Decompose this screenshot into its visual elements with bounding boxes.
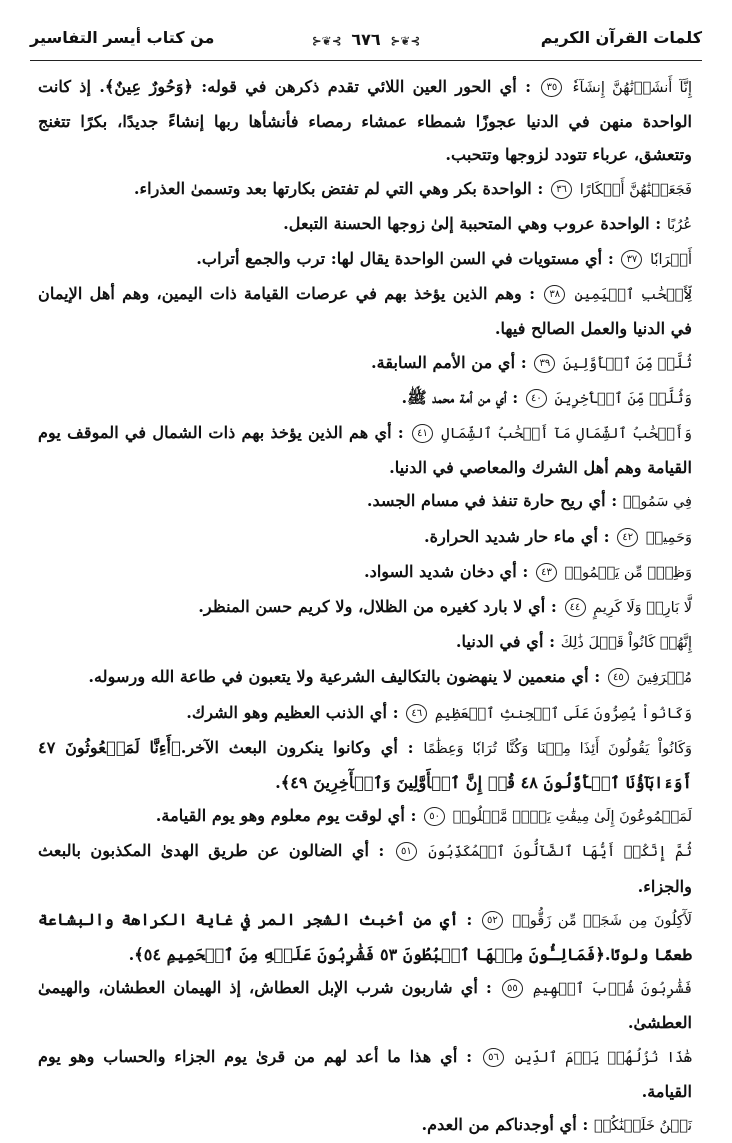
explanation-text: : أي الذنب العظيم وهو الشرك. <box>186 702 399 722</box>
explanation-text: : أي أوجدناكم من العدم. <box>421 1115 589 1135</box>
quran-phrase: ثُلَّةٞ مِّنَ ٱلۡأَوَّلِينَ <box>563 355 692 372</box>
page-number-ornament <box>308 30 425 49</box>
quran-phrase: لَمَجۡمُوعُونَ إِلَىٰ مِيقَٰتِ يَوۡمٖ مَّعۡلُومٖ <box>452 809 692 826</box>
explanation-text: : أي لوقت يوم معلوم وهو يوم القيامة. <box>155 806 417 826</box>
page-header <box>30 28 702 52</box>
explanation-text: : الواحدة عروب وهي المتحببة إلىٰ زوجها الحسنة التبعل. <box>283 213 662 233</box>
header-divider <box>30 60 702 61</box>
quran-phrase: وَأَصۡحَٰبُ ٱلشِّمَالِ مَآ أَصۡحَٰبُ ٱلشِّمَالِ <box>441 426 692 443</box>
quran-phrase: لَّا بَارِدٖ وَلَا كَرِيمٍ <box>593 600 692 617</box>
gloss-entry <box>38 555 702 590</box>
explanation-text: : أي ماء حار شديد الحرارة. <box>423 526 610 546</box>
explanation-text: : أي من الأمم السابقة. <box>371 352 527 372</box>
verse-number-badge: ٤٥ <box>608 668 629 687</box>
quran-phrase: وَكَانُواْ يُصِرُّونَ عَلَى ٱلۡحِنثِ ٱلۡعَظِيمِ <box>434 705 692 722</box>
verse-number-badge: ٤٣ <box>536 563 557 582</box>
verse-number-badge: ٥١ <box>396 842 417 861</box>
explanation-text: : وهم الذين يؤخذ بهم في عرصات القيامة ذات اليمين، وهم أهل الإيمان في الدنيا والعمل الصالح فيها. <box>38 284 692 339</box>
quran-phrase: وَكَانُواْ يَقُولُونَ أَئِذَا مِتۡنَا وَكُنَّا تُرَابٗا وَعِظَٰمًا <box>423 740 693 757</box>
gloss-entry <box>38 1040 702 1108</box>
verse-number-badge: ٥٥ <box>502 979 523 998</box>
explanation-text: : أي الضالون عن طريق الهدىٰ المكذبون بالبعث والجزاء. <box>38 841 692 896</box>
gloss-entry <box>38 660 702 695</box>
gloss-entry <box>38 277 702 345</box>
quran-phrase: فَجَعَلۡنَٰهُنَّ أَبۡكَارًا <box>579 181 692 198</box>
quran-phrase: مُتۡرَفِينَ <box>636 670 692 687</box>
quran-phrase: لِّأَصۡحَٰبِ ٱلۡيَمِينِ <box>574 287 692 304</box>
explanation-text: : أي من أمة محمد ﷺ. <box>401 387 519 407</box>
gloss-entry <box>38 731 702 799</box>
quran-phrase: لَأٓكِلُونَ مِن شَجَرٖ مِّن زَقُّومٖ <box>512 912 693 929</box>
verse-number-badge: ٥٠ <box>424 807 445 826</box>
explanation-text: : أي ريح حارة تنفذ في مسام الجسد. <box>366 491 618 511</box>
explanation-text: : أي في الدنيا. <box>455 632 556 652</box>
verse-number-badge: ٣٥ <box>541 78 562 97</box>
quran-phrase: فِي سَمُومٖ <box>622 494 692 511</box>
verse-number-badge: ٥٦ <box>483 1048 504 1067</box>
gloss-entry <box>38 346 702 381</box>
explanation-text: : أي وكانوا ينكرون البعث الآخر.﴿أَءِنَّا لَمَبۡعُوثُونَ ٤٧ أَوَءَابَآؤُنَا ٱلۡأَوَّلُونَ ٤٨ قُلۡ إِنَّ ٱلۡأَوَّلِينَ وَٱلۡأٓخِرِينَ ٤٩﴾. <box>38 737 692 793</box>
explanation-text: : أي لا بارد كغيره من الظلال، ولا كريم حسن المنظر. <box>198 597 557 617</box>
explanation-text: : الواحدة بكر وهي التي لم تفتض بكارتها بعد وتسمىٰ العذراء. <box>133 178 544 198</box>
gloss-entry <box>38 625 702 660</box>
quran-phrase: عُرُبًا <box>666 216 692 233</box>
explanation-text: : أي مستويات في السن الواحدة يقال لها: ترب والجمع أتراب. <box>196 249 614 269</box>
quran-phrase: ثُمَّ إِنَّكُمۡ أَيُّهَا ٱلضَّآلُّونَ ٱلۡمُكَذِّبُونَ <box>428 844 693 861</box>
explanation-text: : أي من أخبث الشجر المر في غاية الكراهة والبشاعة طعمًا ولونًا.﴿فَمَالِـُٔونَ مِنۡهَا ٱلۡبُطُونَ ٥٣ فَشَٰرِبُونَ عَلَيۡهِ مِنَ ٱلۡحَمِيمِ ٥٤﴾. <box>38 909 692 965</box>
verse-number-badge: ٣٦ <box>551 180 572 199</box>
ornament-left-icon: ⊱❦⊰ <box>311 34 342 48</box>
gloss-entry <box>38 242 702 277</box>
page-body <box>38 70 702 1143</box>
verse-number-badge: ٤٤ <box>565 598 586 617</box>
gloss-entry <box>38 834 702 902</box>
verse-number-badge: ٤١ <box>412 424 433 443</box>
verse-number-badge: ٤٢ <box>617 528 638 547</box>
quran-phrase: وَظِلّٖ مِّن يَحۡمُومٖ <box>564 564 692 581</box>
explanation-text: : أي دخان شديد السواد. <box>363 561 529 581</box>
explanation-text: : أي شاربون شرب الإبل العطاش، إذ الهيمان العطشان، والهيمىٰ العطشىٰ. <box>38 978 692 1033</box>
quran-phrase: إِنَّآ أَنشَأۡنَٰهُنَّ إِنشَآءٗ <box>572 80 692 96</box>
gloss-entry <box>38 971 702 1039</box>
verse-number-badge: ٣٨ <box>544 285 565 304</box>
explanation-text: : أي منعمين لا ينهضون بالتكاليف الشرعية ولا يتعبون في طاعة الله ورسوله. <box>88 667 601 687</box>
page-number: ٦٧٦ <box>351 30 381 49</box>
gloss-entry <box>38 207 702 242</box>
ornament-right-icon: ⊱❦⊰ <box>390 34 421 48</box>
gloss-entry <box>38 696 702 731</box>
quran-phrase: أَتۡرَابٗا <box>650 252 692 269</box>
quran-phrase: فَشَٰرِبُونَ شُرۡبَ ٱلۡهِيمِ <box>532 981 692 998</box>
section-title: كلمات القرآن الكريم <box>540 28 702 47</box>
explanation-text: : أي هم الذين يؤخذ بهم ذات الشمال في الموقف يوم القيامة وهم أهل الشرك والمعاصي في الدنيا. <box>38 423 692 478</box>
gloss-entry <box>38 1108 702 1143</box>
book-title: من كتاب أيسر التفاسير <box>30 28 215 47</box>
quran-phrase: هَٰذَا نُزُلُهُمۡ يَوۡمَ ٱلدِّينِ <box>514 1049 692 1066</box>
gloss-entry <box>38 484 702 519</box>
verse-number-badge: ٤٠ <box>526 389 547 408</box>
quran-phrase: وَحَمِيمٖ <box>645 529 692 546</box>
gloss-entry <box>38 172 702 207</box>
gloss-entry <box>38 799 702 834</box>
verse-number-badge: ٣٩ <box>534 354 555 373</box>
gloss-entry <box>38 70 702 172</box>
quran-phrase: وَثُلَّةٞ مِّنَ ٱلۡأٓخِرِينَ <box>554 390 692 407</box>
explanation-text: : أي الحور العين اللائي تقدم ذكرهن في قوله: ﴿وَحُورٌ عِينٌ﴾. إذ كانت الواحدة منهن في الدنيا عجوزًا شمطاء عمشاء رمصاء فأنشأها ربها إنشاءً جديدًا، بكرًا تتغنج وتتعشق، عرباء تتودد لزوجها وتتحبب. <box>38 77 692 165</box>
verse-number-badge: ٥٢ <box>482 911 503 930</box>
gloss-entry <box>38 416 702 484</box>
gloss-entry <box>38 903 702 971</box>
quran-phrase: إِنَّهُمۡ كَانُواْ قَبۡلَ ذَٰلِكَ <box>560 635 692 652</box>
gloss-entry <box>38 590 702 625</box>
verse-number-badge: ٤٦ <box>406 704 427 723</box>
gloss-entry <box>38 381 702 416</box>
quran-phrase: نَحۡنُ خَلَقۡنَٰكُمۡ <box>593 1118 692 1135</box>
verse-number-badge: ٣٧ <box>621 250 642 269</box>
gloss-entry <box>38 520 702 555</box>
explanation-text: : أي هذا ما أعد لهم من قرىٰ يوم الجزاء والحساب وهو يوم القيامة. <box>38 1046 692 1101</box>
